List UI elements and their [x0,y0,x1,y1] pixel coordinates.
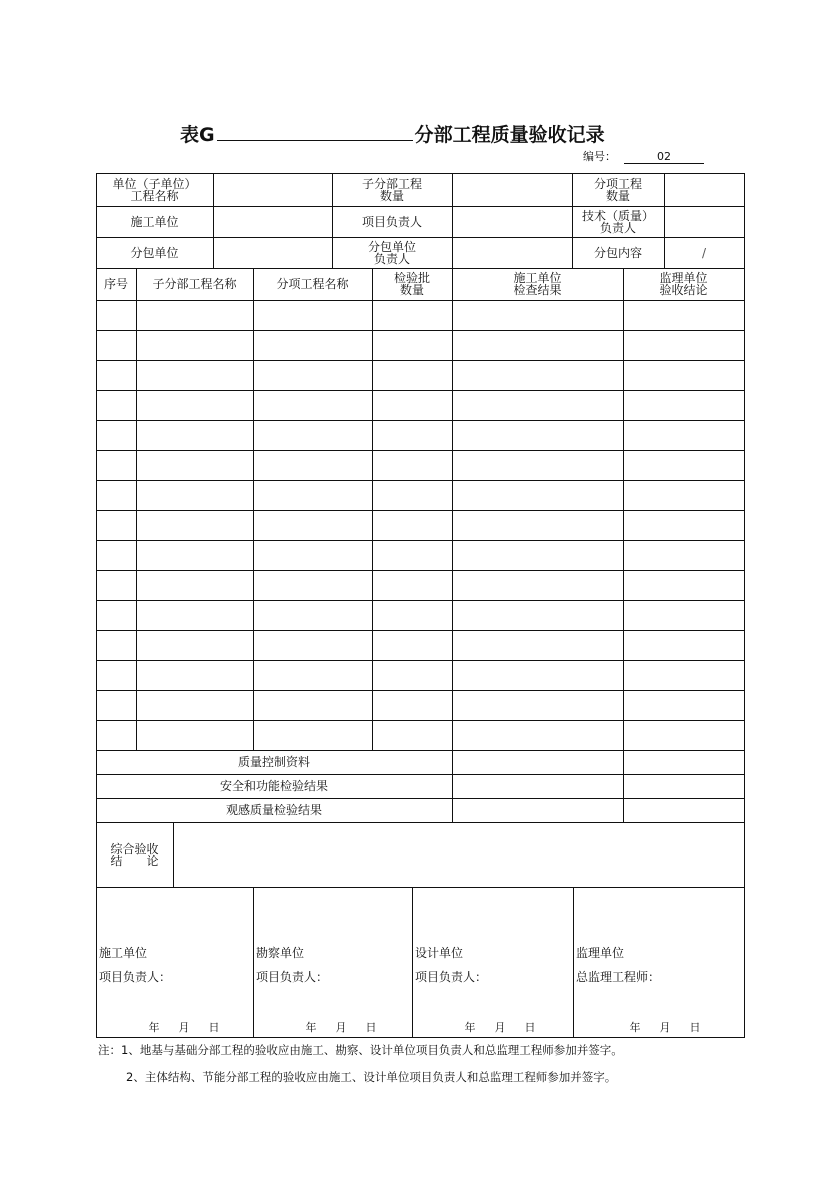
conclusion-label: 综合验收 结 论 [110,841,159,868]
sig-construction-date: 年 月 日 [148,1021,220,1034]
item-count-label: 分项工程 数量 [593,176,642,203]
sig-supervision-unit: 监理单位 [576,946,625,960]
grid-line-h [96,570,745,571]
safety-results-label: 安全和功能检验结果 [219,779,328,793]
subcontract-unit-label: 分包单位 [130,245,179,260]
note-2: 2、主体结构、节能分部工程的验收应由施工、设计单位项目负责人和总监理工程师参加并签字。 [126,1070,617,1084]
quality-data-label: 质量控制资料 [237,755,310,769]
grid-line-v [452,268,453,823]
grid-line-v [136,268,137,751]
construction-unit-label: 施工单位 [130,214,179,229]
appearance-results-label: 观感质量检验结果 [225,803,322,817]
sig-design-unit: 设计单位 [415,946,464,960]
form-title [180,120,605,147]
serial-value[interactable]: 02 [624,150,704,164]
sig-survey-unit: 勘察单位 [256,946,305,960]
subcontract-content-label: 分包内容 [593,245,642,260]
grid-line-h [96,660,745,661]
grid-line-v [96,173,97,1038]
grid-line-h [96,887,745,888]
grid-line-v [173,822,174,888]
sig-design-date: 年 月 日 [464,1021,536,1034]
sig-survey-role: 项目负责人： [256,970,329,984]
grid-line-h [96,822,745,823]
grid-line-v [744,173,745,1038]
title-suffix: 分部工程质量验收记录 [414,124,605,146]
grid-line-h [96,480,745,481]
grid-line-h [96,540,745,541]
grid-line-v [213,173,214,269]
col-sub-name: 子分部工程名称 [152,277,237,291]
grid-line-h [96,630,745,631]
unit-name-label: 单位（子单位） 工程名称 [112,176,197,203]
col-item-name: 分项工程名称 [276,277,349,291]
subcontract-leader-label: 分包单位 负责人 [367,239,416,266]
tech-leader-label: 技术（质量） 负责人 [581,208,654,235]
col-no: 序号 [103,277,128,291]
serial-number [583,148,704,164]
grid-line-v [573,887,574,1038]
col-batch-count: 检验批 数量 [393,271,430,297]
sig-construction-unit: 施工单位 [99,946,148,960]
grid-line-h [96,420,745,421]
grid-line-h [96,450,745,451]
sig-construction-role: 项目负责人： [99,970,172,984]
grid-line-v [452,173,453,269]
grid-line-h [96,330,745,331]
grid-line-h [96,600,745,601]
grid-line-v [253,887,254,1038]
grid-line-h [96,720,745,721]
grid-line-h [96,1037,745,1038]
sub-count-label: 子分部工程 数量 [361,176,422,203]
col-accept-result: 监理单位 验收结论 [659,271,708,297]
grid-line-h [96,510,745,511]
grid-line-v [372,268,373,751]
sig-supervision-date: 年 月 日 [629,1021,701,1034]
grid-line-h [96,300,745,301]
serial-label: 编号： [583,150,616,163]
grid-line-h [96,390,745,391]
grid-line-v [412,887,413,1038]
grid-line-h [96,360,745,361]
note-1: 注：1、地基与基础分部工程的验收应由施工、勘察、设计单位项目负责人和总监理工程师参加并签字。 [98,1043,623,1057]
project-leader-label: 项目负责人 [361,214,422,229]
subcontract-content-value[interactable]: / [701,245,707,260]
title-prefix: 表G [180,124,215,146]
sig-design-role: 项目负责人： [415,970,488,984]
sig-supervision-role: 总监理工程师： [576,970,661,984]
project-name-blank[interactable] [217,122,413,141]
grid-line-v [623,268,624,823]
sig-survey-date: 年 月 日 [305,1021,377,1034]
grid-line-h [96,690,745,691]
col-check-result: 施工单位 检查结果 [513,271,562,297]
grid-line-v [253,268,254,751]
